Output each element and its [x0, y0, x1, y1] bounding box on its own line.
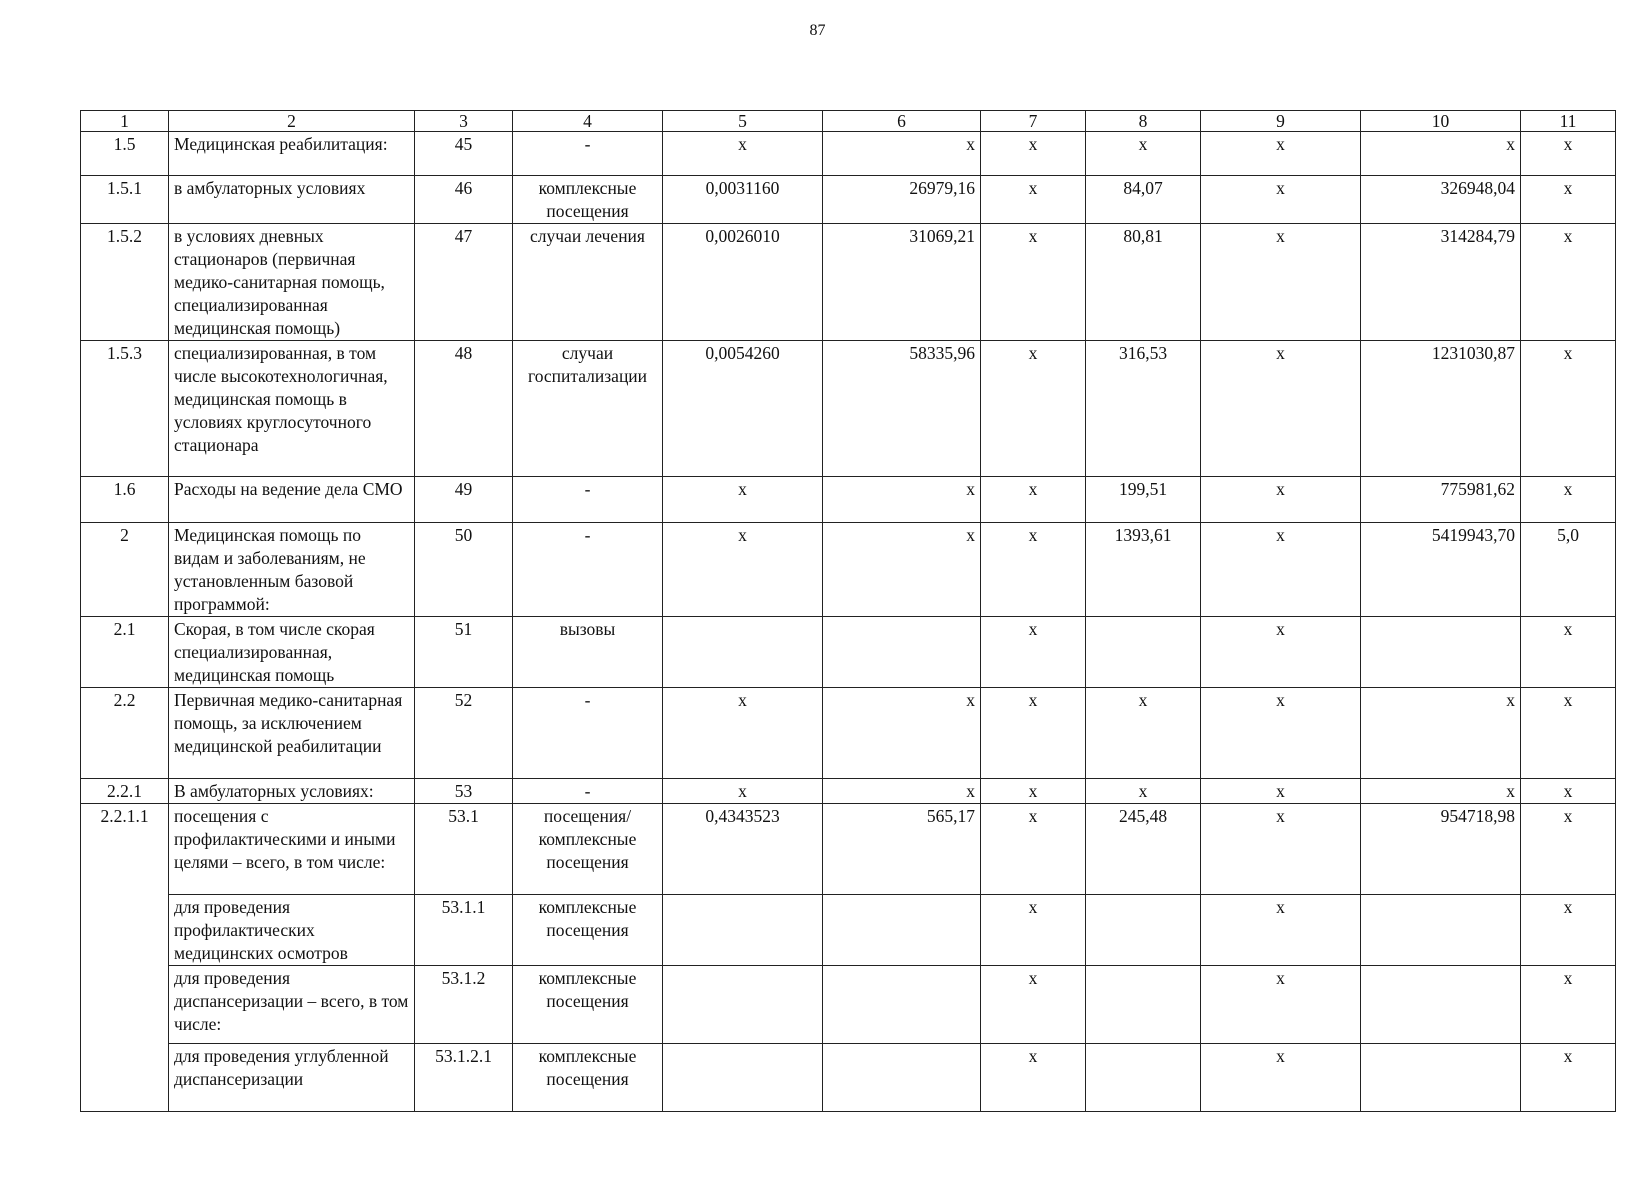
- line-number-cell: 49: [415, 477, 513, 523]
- share-cell: х: [1521, 224, 1616, 341]
- col9-cell: х: [1201, 341, 1361, 477]
- volume-norm-cell: х: [663, 132, 823, 176]
- per-capita-norm-cell: х: [1086, 132, 1201, 176]
- row-name-cell: в условиях дневных стационаров (первичная медико-санитарная помощь, специализированная медицинская помощь): [169, 224, 415, 341]
- header-cell: 3: [415, 111, 513, 132]
- table-row: [81, 176, 1616, 224]
- volume-norm-cell: х: [663, 523, 823, 617]
- col9-cell: х: [1201, 523, 1361, 617]
- row-name-cell: посещения с профилактическими и иными целями – всего, в том числе:: [169, 804, 415, 895]
- col9-cell: х: [1201, 895, 1361, 966]
- total-cost-cell: х: [1361, 688, 1521, 779]
- unit-cell: вызовы: [513, 617, 663, 688]
- line-number-cell: 47: [415, 224, 513, 341]
- share-cell: х: [1521, 688, 1616, 779]
- per-capita-norm-cell: х: [1086, 688, 1201, 779]
- table-row: [81, 224, 1616, 341]
- share-cell: х: [1521, 966, 1616, 1044]
- row-name-cell: в амбулаторных условиях: [169, 176, 415, 224]
- row-code-cell: [81, 1044, 169, 1112]
- per-capita-norm-cell: [1086, 617, 1201, 688]
- volume-norm-cell: [663, 1044, 823, 1112]
- col9-cell: х: [1201, 132, 1361, 176]
- col9-cell: х: [1201, 688, 1361, 779]
- total-cost-cell: [1361, 1044, 1521, 1112]
- line-number-cell: 53: [415, 779, 513, 804]
- row-name-cell: специализированная, в том числе высокотехнологичная, медицинская помощь в условиях круглосуточного стационара: [169, 341, 415, 477]
- row-code-cell: 2: [81, 523, 169, 617]
- per-capita-norm-cell: 316,53: [1086, 341, 1201, 477]
- per-capita-norm-cell: [1086, 1044, 1201, 1112]
- header-cell: 11: [1521, 111, 1616, 132]
- total-cost-cell: х: [1361, 779, 1521, 804]
- col7-cell: х: [981, 895, 1086, 966]
- row-name-cell: для проведения диспансеризации – всего, в том числе:: [169, 966, 415, 1044]
- col7-cell: х: [981, 779, 1086, 804]
- volume-norm-cell: 0,0054260: [663, 341, 823, 477]
- share-cell: х: [1521, 895, 1616, 966]
- row-code-cell: 2.2.1.1: [81, 804, 169, 895]
- total-cost-cell: 775981,62: [1361, 477, 1521, 523]
- col9-cell: х: [1201, 804, 1361, 895]
- col7-cell: х: [981, 176, 1086, 224]
- row-code-cell: 2.2.1: [81, 779, 169, 804]
- cost-norm-cell: [823, 895, 981, 966]
- row-name-cell: Скорая, в том числе скорая специализированная, медицинская помощь: [169, 617, 415, 688]
- total-cost-cell: 326948,04: [1361, 176, 1521, 224]
- unit-cell: -: [513, 779, 663, 804]
- share-cell: х: [1521, 804, 1616, 895]
- data-table: [80, 110, 1616, 1112]
- row-name-cell: для проведения углубленной диспансеризации: [169, 1044, 415, 1112]
- col9-cell: х: [1201, 779, 1361, 804]
- volume-norm-cell: [663, 895, 823, 966]
- table-row: [81, 617, 1616, 688]
- col9-cell: х: [1201, 966, 1361, 1044]
- per-capita-norm-cell: 199,51: [1086, 477, 1201, 523]
- volume-norm-cell: 0,4343523: [663, 804, 823, 895]
- header-cell: 5: [663, 111, 823, 132]
- total-cost-cell: 1231030,87: [1361, 341, 1521, 477]
- row-name-cell: для проведения профилактических медицинских осмотров: [169, 895, 415, 966]
- header-cell: 10: [1361, 111, 1521, 132]
- line-number-cell: 53.1.2: [415, 966, 513, 1044]
- volume-norm-cell: [663, 617, 823, 688]
- cost-norm-cell: 565,17: [823, 804, 981, 895]
- col9-cell: х: [1201, 1044, 1361, 1112]
- line-number-cell: 53.1: [415, 804, 513, 895]
- cost-norm-cell: [823, 617, 981, 688]
- col7-cell: х: [981, 617, 1086, 688]
- unit-cell: посещения/ комплексные посещения: [513, 804, 663, 895]
- line-number-cell: 48: [415, 341, 513, 477]
- line-number-cell: 46: [415, 176, 513, 224]
- row-name-cell: Первичная медико-санитарная помощь, за исключением медицинской реабилитации: [169, 688, 415, 779]
- line-number-cell: 53.1.1: [415, 895, 513, 966]
- unit-cell: комплексные посещения: [513, 966, 663, 1044]
- unit-cell: -: [513, 477, 663, 523]
- total-cost-cell: 954718,98: [1361, 804, 1521, 895]
- cost-norm-cell: х: [823, 688, 981, 779]
- row-code-cell: 1.5.2: [81, 224, 169, 341]
- volume-norm-cell: 0,0026010: [663, 224, 823, 341]
- row-code-cell: 2.1: [81, 617, 169, 688]
- row-code-cell: 1.5: [81, 132, 169, 176]
- header-cell: 4: [513, 111, 663, 132]
- row-name-cell: Медицинская реабилитация:: [169, 132, 415, 176]
- volume-norm-cell: [663, 966, 823, 1044]
- table-row: [81, 779, 1616, 804]
- share-cell: х: [1521, 176, 1616, 224]
- cost-norm-cell: х: [823, 523, 981, 617]
- share-cell: 5,0: [1521, 523, 1616, 617]
- line-number-cell: 50: [415, 523, 513, 617]
- col7-cell: х: [981, 341, 1086, 477]
- share-cell: х: [1521, 132, 1616, 176]
- col7-cell: х: [981, 477, 1086, 523]
- header-row: [81, 111, 1616, 132]
- table-row: [81, 966, 1616, 1044]
- col7-cell: х: [981, 966, 1086, 1044]
- row-code-cell: [81, 895, 169, 966]
- share-cell: х: [1521, 779, 1616, 804]
- table-row: [81, 341, 1616, 477]
- header-cell: 9: [1201, 111, 1361, 132]
- table-row: [81, 477, 1616, 523]
- per-capita-norm-cell: 245,48: [1086, 804, 1201, 895]
- table-row: [81, 132, 1616, 176]
- unit-cell: случаи госпитализации: [513, 341, 663, 477]
- total-cost-cell: 5419943,70: [1361, 523, 1521, 617]
- table-row: [81, 804, 1616, 895]
- row-code-cell: 1.6: [81, 477, 169, 523]
- volume-norm-cell: 0,0031160: [663, 176, 823, 224]
- unit-cell: случаи лечения: [513, 224, 663, 341]
- table-row: [81, 895, 1616, 966]
- row-code-cell: [81, 966, 169, 1044]
- cost-norm-cell: 58335,96: [823, 341, 981, 477]
- cost-norm-cell: х: [823, 477, 981, 523]
- row-name-cell: В амбулаторных условиях:: [169, 779, 415, 804]
- unit-cell: комплексные посещения: [513, 176, 663, 224]
- unit-cell: -: [513, 523, 663, 617]
- total-cost-cell: [1361, 966, 1521, 1044]
- unit-cell: комплексные посещения: [513, 1044, 663, 1112]
- per-capita-norm-cell: 80,81: [1086, 224, 1201, 341]
- row-code-cell: 1.5.3: [81, 341, 169, 477]
- unit-cell: комплексные посещения: [513, 895, 663, 966]
- col7-cell: х: [981, 804, 1086, 895]
- col7-cell: х: [981, 1044, 1086, 1112]
- col9-cell: х: [1201, 224, 1361, 341]
- cost-norm-cell: х: [823, 779, 981, 804]
- cost-norm-cell: [823, 1044, 981, 1112]
- cost-norm-cell: 31069,21: [823, 224, 981, 341]
- cost-norm-cell: [823, 966, 981, 1044]
- share-cell: х: [1521, 341, 1616, 477]
- row-code-cell: 1.5.1: [81, 176, 169, 224]
- row-name-cell: Расходы на ведение дела СМО: [169, 477, 415, 523]
- col7-cell: х: [981, 523, 1086, 617]
- header-cell: 2: [169, 111, 415, 132]
- share-cell: х: [1521, 1044, 1616, 1112]
- total-cost-cell: 314284,79: [1361, 224, 1521, 341]
- share-cell: х: [1521, 477, 1616, 523]
- col7-cell: х: [981, 224, 1086, 341]
- header-cell: 1: [81, 111, 169, 132]
- cost-norm-cell: х: [823, 132, 981, 176]
- header-cell: 8: [1086, 111, 1201, 132]
- per-capita-norm-cell: х: [1086, 779, 1201, 804]
- col7-cell: х: [981, 688, 1086, 779]
- page-number: 87: [809, 22, 826, 39]
- row-code-cell: 2.2: [81, 688, 169, 779]
- unit-cell: -: [513, 132, 663, 176]
- total-cost-cell: х: [1361, 132, 1521, 176]
- total-cost-cell: [1361, 617, 1521, 688]
- col9-cell: х: [1201, 176, 1361, 224]
- table-row: [81, 523, 1616, 617]
- unit-cell: -: [513, 688, 663, 779]
- row-name-cell: Медицинская помощь по видам и заболеваниям, не установленным базовой программой:: [169, 523, 415, 617]
- line-number-cell: 53.1.2.1: [415, 1044, 513, 1112]
- col9-cell: х: [1201, 617, 1361, 688]
- header-cell: 6: [823, 111, 981, 132]
- col7-cell: х: [981, 132, 1086, 176]
- line-number-cell: 45: [415, 132, 513, 176]
- volume-norm-cell: х: [663, 688, 823, 779]
- per-capita-norm-cell: 84,07: [1086, 176, 1201, 224]
- table-row: [81, 1044, 1616, 1112]
- per-capita-norm-cell: 1393,61: [1086, 523, 1201, 617]
- cost-norm-cell: 26979,16: [823, 176, 981, 224]
- volume-norm-cell: х: [663, 779, 823, 804]
- total-cost-cell: [1361, 895, 1521, 966]
- line-number-cell: 52: [415, 688, 513, 779]
- per-capita-norm-cell: [1086, 966, 1201, 1044]
- per-capita-norm-cell: [1086, 895, 1201, 966]
- header-cell: 7: [981, 111, 1086, 132]
- volume-norm-cell: х: [663, 477, 823, 523]
- table-row: [81, 688, 1616, 779]
- col9-cell: х: [1201, 477, 1361, 523]
- share-cell: х: [1521, 617, 1616, 688]
- line-number-cell: 51: [415, 617, 513, 688]
